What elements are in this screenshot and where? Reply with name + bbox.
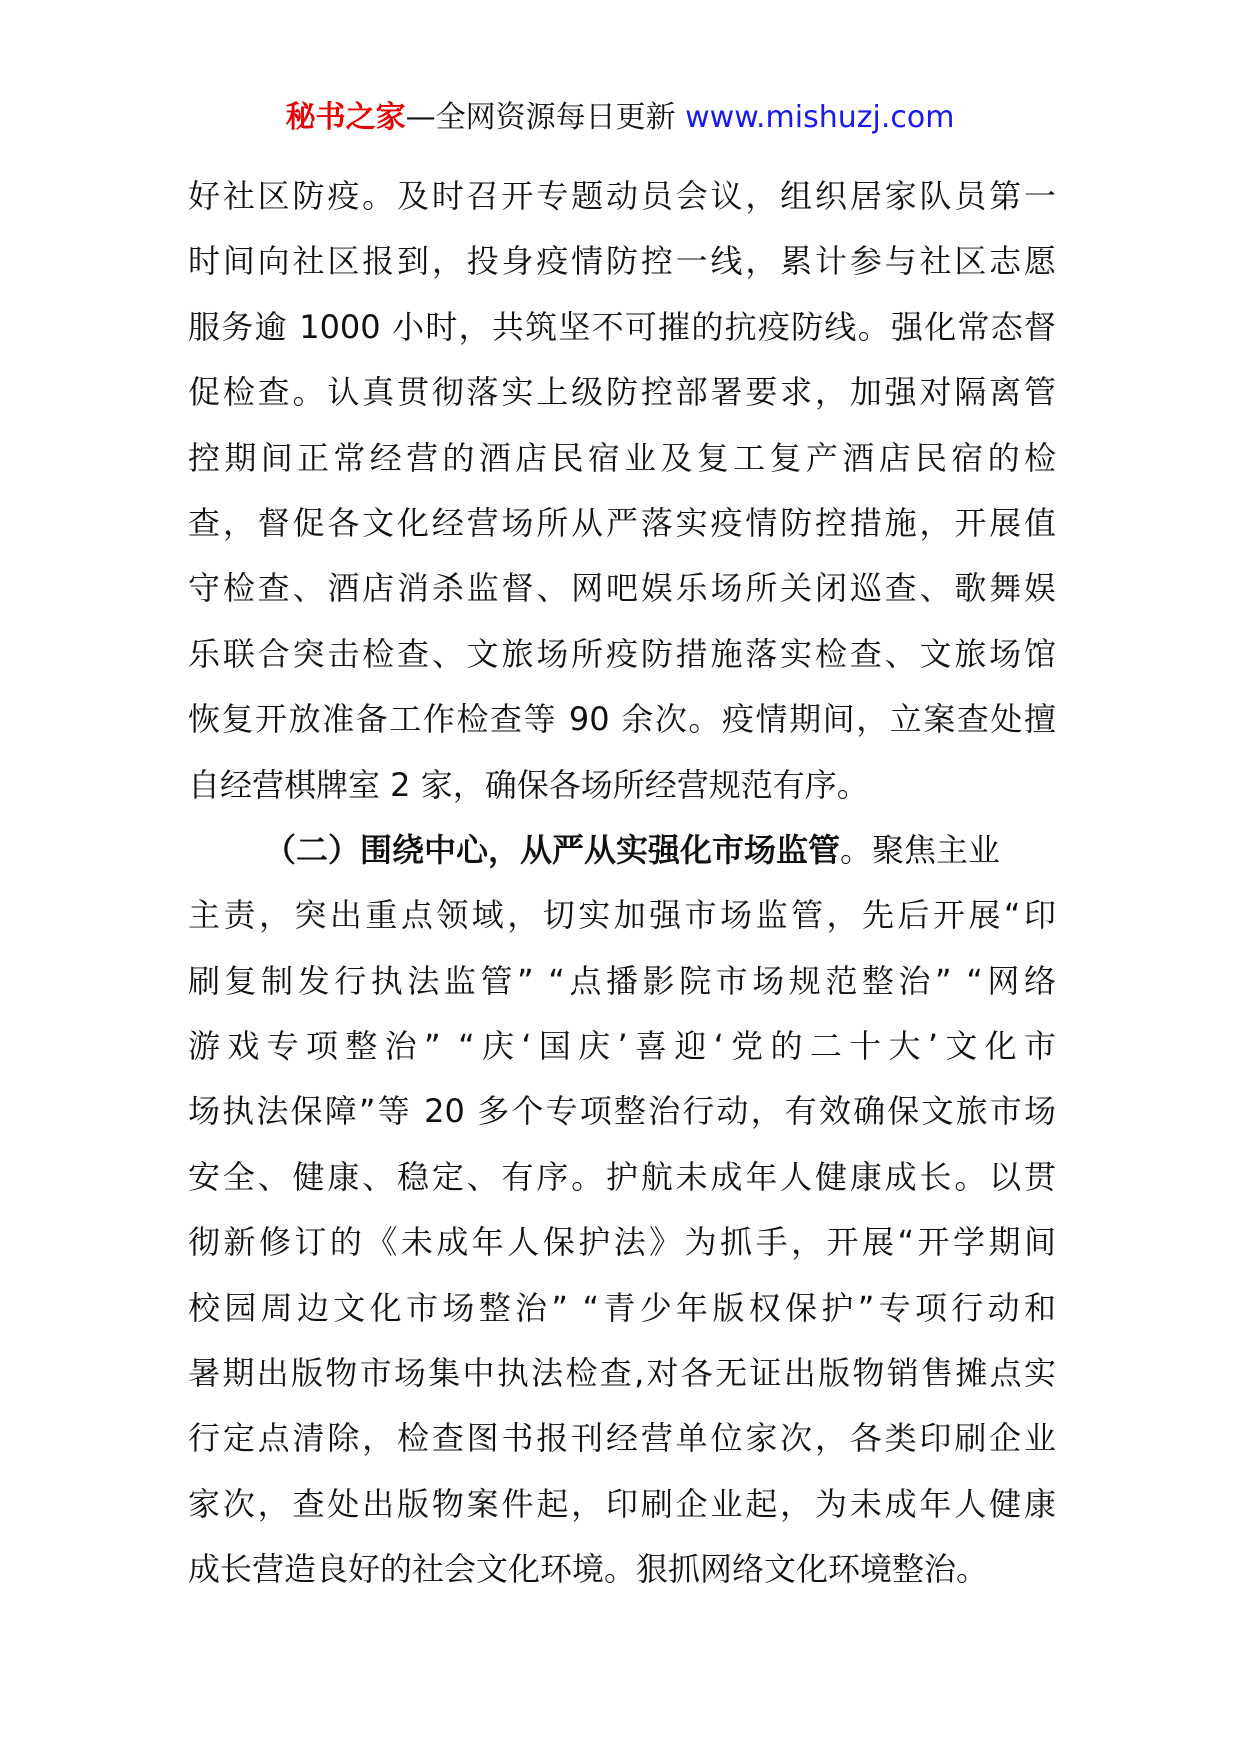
body-line: 守检查、酒店消杀监督、网吧娱乐场所关闭巡查、歌舞娱 (188, 569, 1056, 608)
body-line: 时间向社区报到，投身疫情防控一线，累计参与社区志愿 (188, 242, 1056, 281)
body-line: 成长营造良好的社会文化环境。狠抓网络文化环境整治。 (188, 1550, 989, 1589)
body-line: 场执法保障”等 20 多个专项整治行动，有效确保文旅市场 (188, 1092, 1056, 1131)
body-line: 自经营棋牌室 2 家，确保各场所经营规范有序。 (188, 765, 869, 804)
body-line: 刷复制发行执法监管” “点播影院市场规范整治” “网络 (188, 961, 1056, 1000)
page-header (0, 98, 1240, 138)
body-line: 校园周边文化市场整治” “青少年版权保护”专项行动和 (188, 1288, 1056, 1327)
body-line: 好社区防疫。及时召开专题动员会议，组织居家队员第一 (188, 177, 1056, 215)
body-line: 家次，查处出版物案件起，印刷企业起，为未成年人健康 (188, 1484, 1056, 1523)
body-line: 乐联合突击检查、文旅场所疫防措施落实检查、文旅场馆 (188, 634, 1056, 673)
body-line: 服务逾 1000 小时，共筑坚不可摧的抗疫防线。强化常态督 (188, 307, 1056, 346)
body-line: 控期间正常经营的酒店民宿业及复工复产酒店民宿的检 (188, 438, 1056, 477)
body-line: 查，督促各文化经营场所从严落实疫情防控措施，开展值 (188, 503, 1056, 542)
section-heading: （二）围绕中心，从严从实强化市场监管 (264, 830, 841, 869)
section-heading-tail: 。聚焦主业 (840, 830, 1001, 869)
body-line: 主责，突出重点领域，切实加强市场监管，先后开展“印 (188, 896, 1056, 935)
body-line: 行定点清除，检查图书报刊经营单位家次，各类印刷企业 (188, 1419, 1056, 1458)
site-tagline: —全网资源每日更新 (405, 100, 686, 135)
body-line: 彻新修订的《未成年人保护法》为抓手，开展“开学期间 (188, 1223, 1056, 1262)
section-heading-line (188, 818, 1056, 883)
document-body (188, 164, 1056, 1603)
body-line: 促检查。认真贯彻落实上级防控部署要求，加强对隔离管 (188, 373, 1056, 412)
site-url-link[interactable]: www.mishuzj.com (685, 100, 955, 135)
body-line: 恢复开放准备工作检查等 90 余次。疫情期间，立案查处擅 (188, 700, 1056, 739)
site-brand: 秘书之家 (285, 100, 406, 135)
body-line: 游戏专项整治” “庆‘国庆’喜迎‘党的二十大’文化市 (188, 1027, 1056, 1066)
body-line: 安全、健康、稳定、有序。护航未成年人健康成长。以贯 (188, 1157, 1056, 1196)
body-line: 暑期出版物市场集中执法检查,对各无证出版物销售摊点实 (188, 1354, 1056, 1393)
